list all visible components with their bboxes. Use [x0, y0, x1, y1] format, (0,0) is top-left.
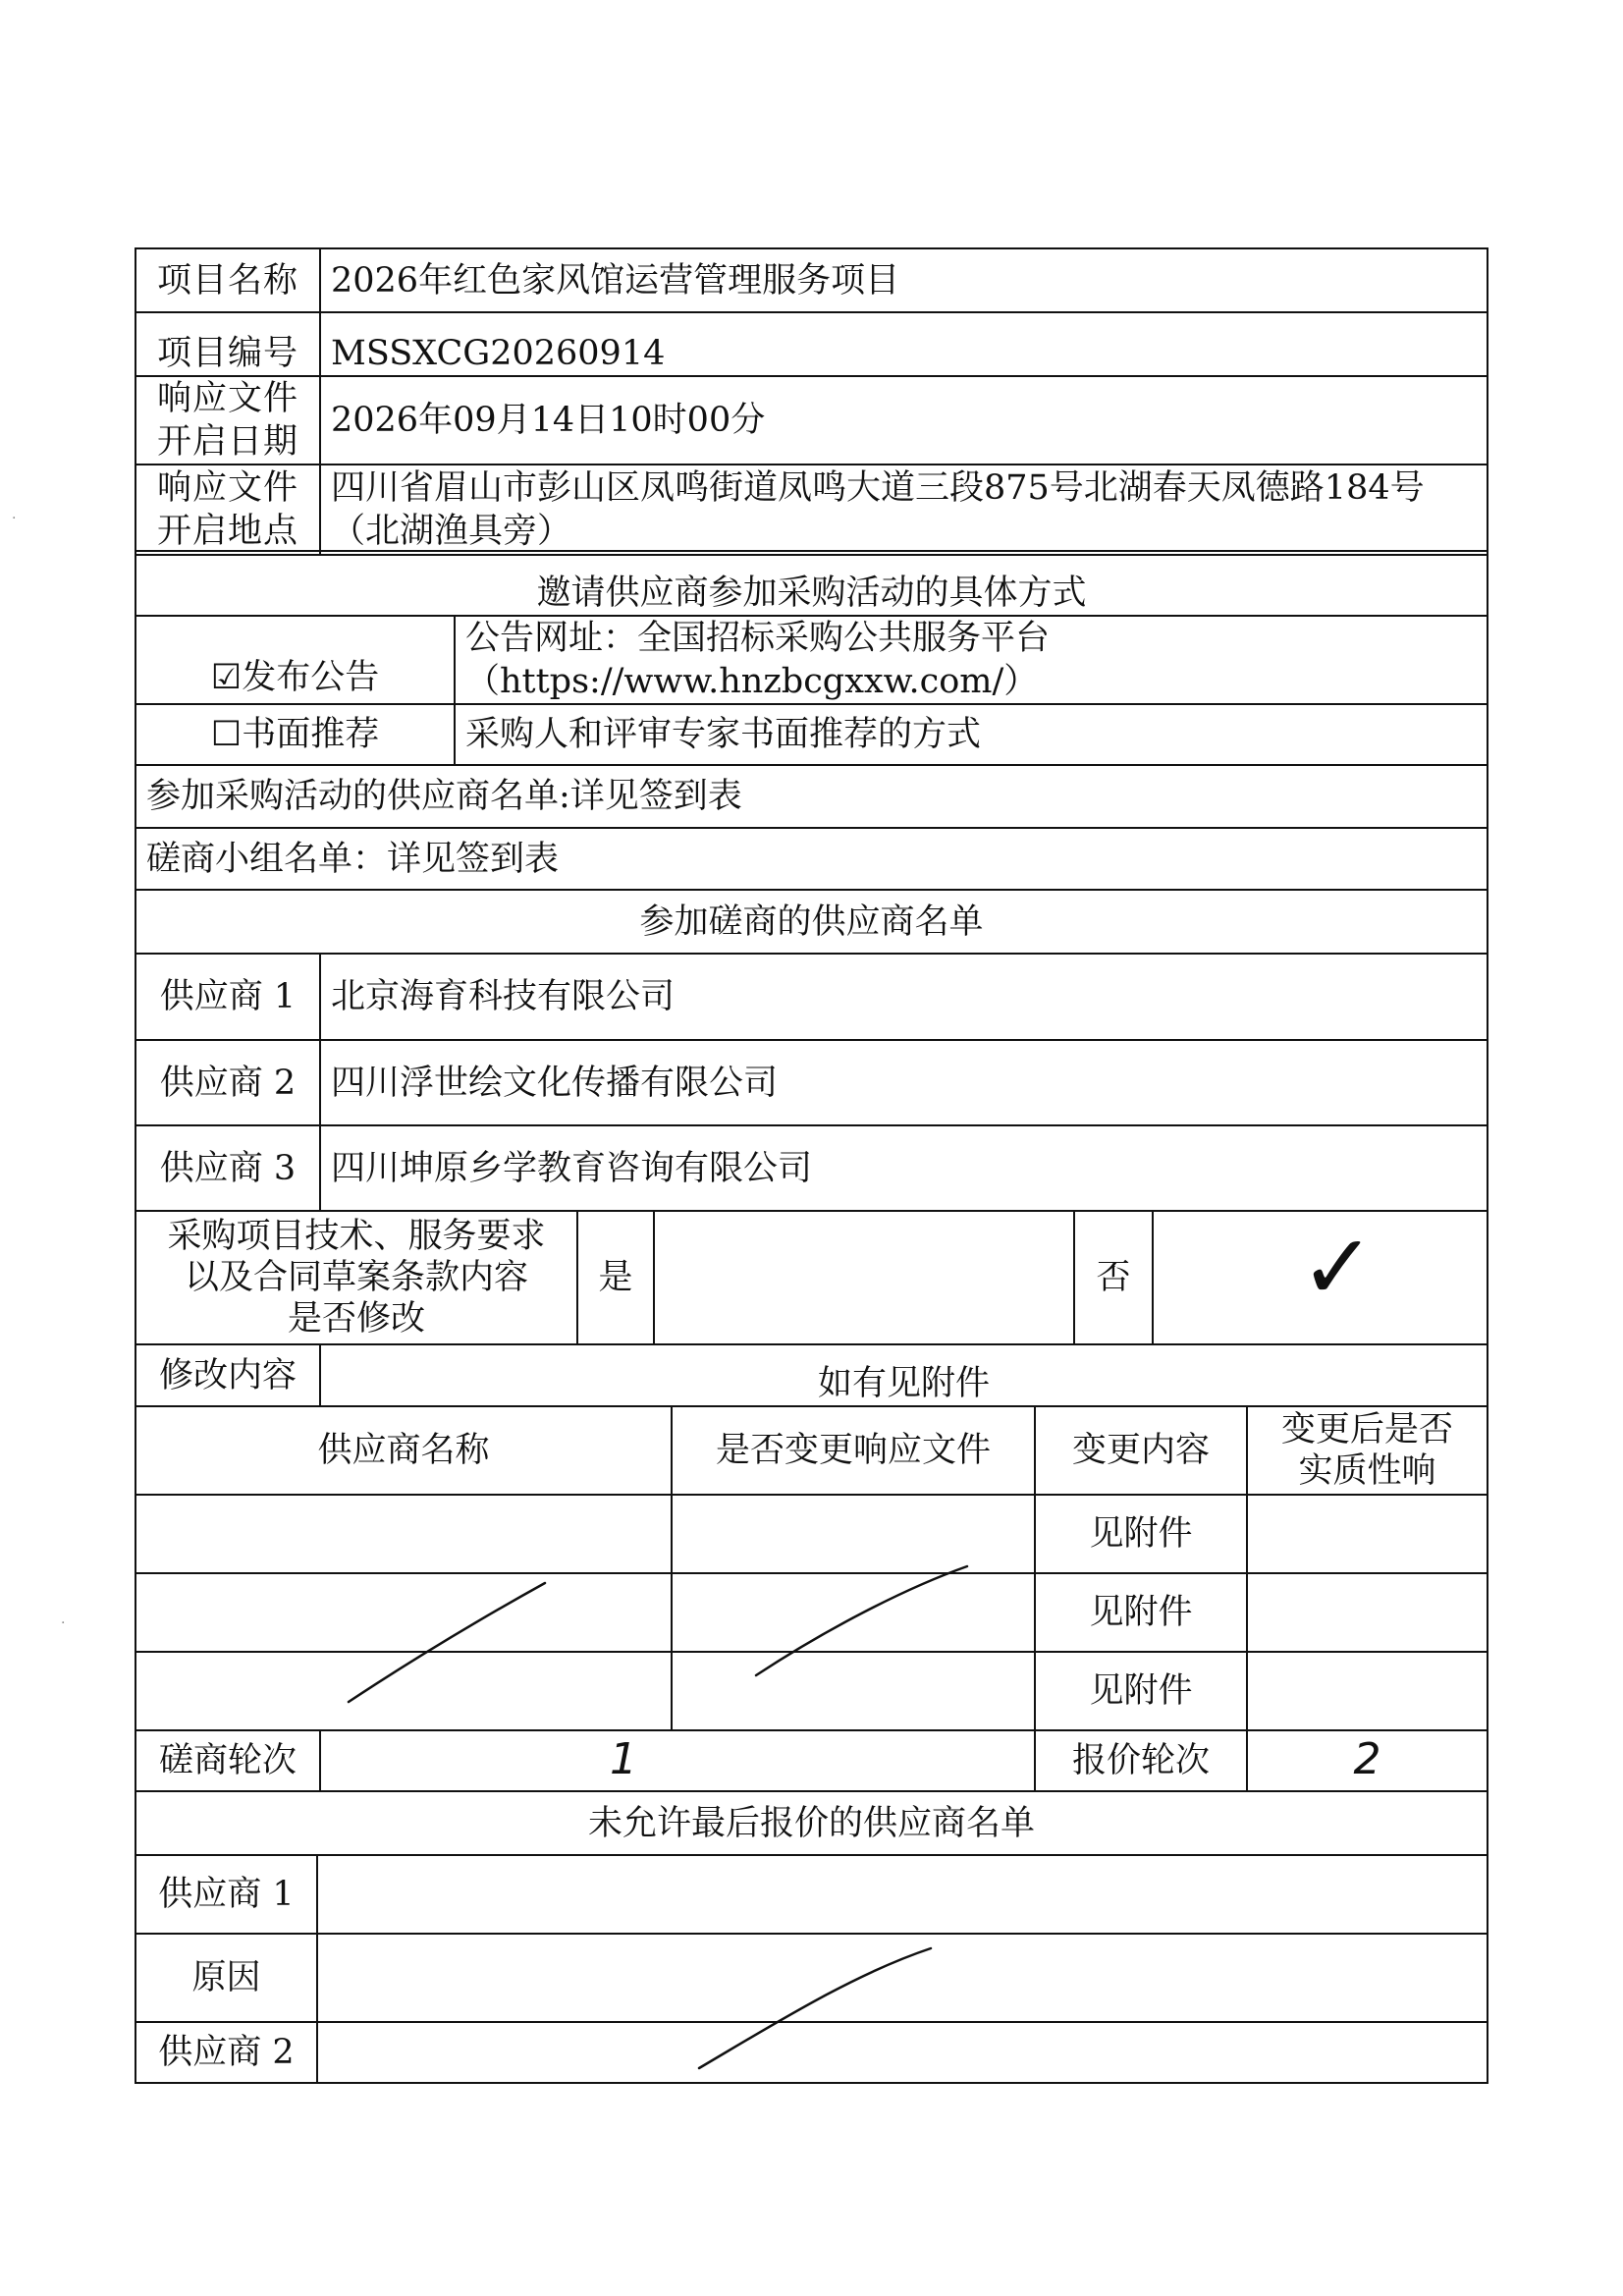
disallowed-heading: 未允许最后报价的供应商名单	[135, 1791, 1488, 1855]
announcement-detail	[455, 616, 1488, 704]
table-row-2-supplier	[135, 1573, 672, 1652]
disallowed-reason-label: 原因	[135, 1934, 317, 2022]
change-header-responsive	[1247, 1406, 1488, 1495]
table-row-1-changed	[672, 1495, 1035, 1573]
open-date-label-line2: 开启日期	[156, 422, 298, 462]
project-info-block	[135, 247, 1488, 556]
disallowed-supplier-1-value	[317, 1855, 1488, 1934]
disallowed-reason-value	[317, 1934, 1488, 2022]
table-row-3-content: 见附件	[1035, 1652, 1247, 1730]
invite-option-announcement-label: 发布公告	[242, 658, 380, 697]
suppliers-block	[135, 764, 1488, 1212]
change-header-changed: 是否变更响应文件	[672, 1406, 1035, 1495]
table-row-1-content: 见附件	[1035, 1495, 1247, 1573]
quote-rounds-value	[1247, 1730, 1488, 1791]
modification-yes-label: 是	[577, 1211, 654, 1344]
announcement-site: 公告网址：全国招标采购公共服务平台	[465, 619, 1051, 658]
invite-option-announcement	[135, 616, 455, 704]
table-row-3-responsive	[1247, 1652, 1488, 1730]
scan-artifact: ·	[12, 511, 17, 526]
supplier-2-label: 供应商 2	[135, 1040, 320, 1125]
modification-content-value: 如有见附件	[320, 1344, 1488, 1406]
modification-question-line1: 采购项目技术、服务要求	[167, 1217, 546, 1256]
recommend-detail: 采购人和评审专家书面推荐的方式	[455, 704, 1488, 765]
handwritten-check-mark: ✓	[1299, 1215, 1377, 1320]
modification-block	[135, 1210, 1488, 1345]
scan-artifact: ·	[61, 1615, 66, 1631]
invite-option-recommend-label: 书面推荐	[242, 715, 380, 754]
open-date-value: 2026年09月14日10时00分	[320, 376, 1488, 465]
quote-rounds-number: 2	[1353, 1733, 1381, 1784]
table-row-2-content: 见附件	[1035, 1573, 1247, 1652]
modification-question	[135, 1211, 577, 1344]
modification-question-line3: 是否修改	[287, 1299, 425, 1339]
invite-block	[135, 550, 1488, 766]
panel-list: 磋商小组名单：详见签到表	[135, 828, 1488, 890]
change-header-supplier: 供应商名称	[135, 1406, 672, 1495]
disallowed-block	[135, 1790, 1488, 2084]
supplier-3-name: 四川坤原乡学教育咨询有限公司	[320, 1125, 1488, 1211]
table-row-2-changed	[672, 1573, 1035, 1652]
project-code-label: 项目编号	[135, 312, 320, 376]
disallowed-supplier-2-value	[317, 2022, 1488, 2083]
change-header-content: 变更内容	[1035, 1406, 1247, 1495]
checked-box-icon: ☑	[210, 658, 243, 697]
invite-heading: 邀请供应商参加采购活动的具体方式	[135, 551, 1488, 616]
modification-content-label: 修改内容	[135, 1344, 320, 1406]
disallowed-supplier-1-label: 供应商 1	[135, 1855, 317, 1934]
negotiation-rounds-label: 磋商轮次	[135, 1730, 320, 1791]
open-place-label	[135, 465, 320, 555]
supplier-2-name: 四川浮世绘文化传播有限公司	[320, 1040, 1488, 1125]
modification-no-label: 否	[1074, 1211, 1153, 1344]
change-block	[135, 1343, 1488, 1792]
open-place-value: 四川省眉山市彭山区凤鸣街道凤鸣大道三段875号北湖春天凤德路184号（北湖渔具旁）	[320, 465, 1488, 555]
table-row-1-responsive	[1247, 1495, 1488, 1573]
suppliers-heading: 参加磋商的供应商名单	[135, 890, 1488, 954]
empty-checkbox-icon: ☐	[210, 715, 243, 754]
table-row-1-supplier	[135, 1495, 672, 1573]
open-date-label	[135, 376, 320, 465]
invite-option-recommend	[135, 704, 455, 765]
open-place-label-line1: 响应文件	[156, 468, 298, 508]
disallowed-supplier-2-label: 供应商 2	[135, 2022, 317, 2083]
change-header-responsive-line2: 实质性响	[1298, 1451, 1436, 1491]
negotiation-rounds-number: 1	[610, 1733, 637, 1784]
table-row-2-responsive	[1247, 1573, 1488, 1652]
open-place-label-line2: 开启地点	[156, 512, 298, 551]
project-code-value: MSSXCG20260914	[320, 312, 1488, 376]
participants-list: 参加采购活动的供应商名单:详见签到表	[135, 765, 1488, 828]
change-header-responsive-line1: 变更后是否	[1280, 1410, 1453, 1449]
negotiation-rounds-value	[320, 1730, 1035, 1791]
quote-rounds-label: 报价轮次	[1035, 1730, 1247, 1791]
table-row-3-supplier	[135, 1652, 672, 1730]
supplier-1-label: 供应商 1	[135, 954, 320, 1040]
supplier-1-name: 北京海育科技有限公司	[320, 954, 1488, 1040]
table-row-3-changed	[672, 1652, 1035, 1730]
supplier-3-label: 供应商 3	[135, 1125, 320, 1211]
announcement-url: （https://www.hnzbcgxxw.com/）	[465, 662, 1039, 701]
project-name-value: 2026年红色家风馆运营管理服务项目	[320, 248, 1488, 312]
modification-yes-cell	[654, 1211, 1074, 1344]
modification-no-cell	[1153, 1211, 1488, 1344]
modification-question-line2: 以及合同草案条款内容	[184, 1258, 528, 1297]
project-name-label: 项目名称	[135, 248, 320, 312]
open-date-label-line1: 响应文件	[156, 379, 298, 418]
